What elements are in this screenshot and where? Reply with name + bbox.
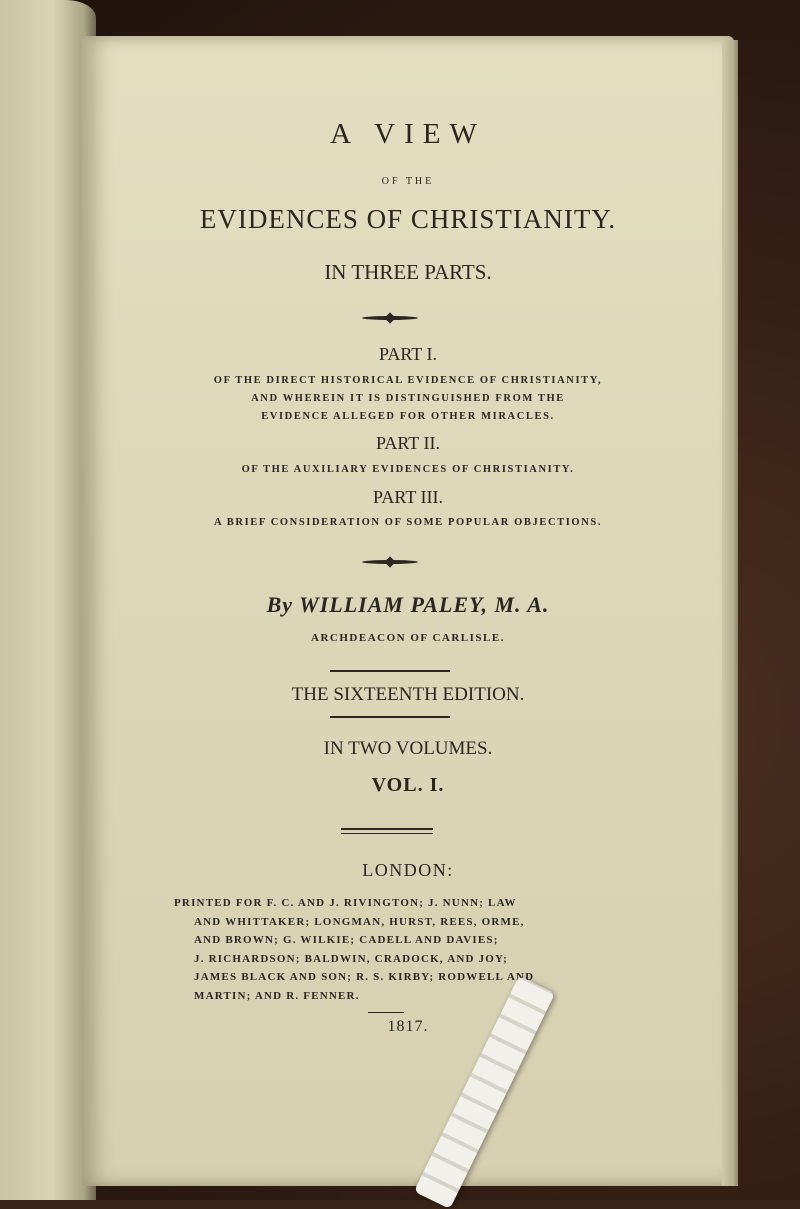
title-connector: OF THE: [381, 176, 435, 187]
imprint-line: AND BROWN; G. WILKIE; CADELL AND DAVIES;: [194, 934, 499, 946]
volume-number: VOL. I.: [371, 774, 445, 796]
part-3-description: [82, 514, 734, 532]
part-1-heading: PART I.: [379, 344, 437, 364]
part-3-description-line: A BRIEF CONSIDERATION OF SOME POPULAR OBJECTIONS.: [213, 517, 603, 528]
book-title-subject: EVIDENCES OF CHRISTIANITY.: [199, 204, 617, 234]
book-title: A VIEW: [330, 118, 486, 150]
imprint-line: JAMES BLACK AND SON; R. S. KIRBY; RODWELL AND: [194, 971, 535, 983]
imprint-city: LONDON:: [362, 860, 454, 880]
edition: THE SIXTEENTH EDITION.: [291, 684, 525, 705]
book-subtitle: IN THREE PARTS.: [324, 260, 492, 284]
author-title: ARCHDEACON OF CARLISLE.: [311, 632, 505, 644]
rule-above-year: [368, 1012, 404, 1013]
part-1-description-line: EVIDENCE ALLEGED FOR OTHER MIRACLES.: [261, 411, 555, 422]
double-rule-top: [341, 828, 433, 830]
ornament-divider: [362, 316, 418, 320]
part-2-description: [82, 461, 734, 479]
imprint-line: AND WHITTAKER; LONGMAN, HURST, REES, ORME,: [194, 915, 525, 928]
part-2-heading: PART II.: [376, 433, 440, 453]
part-1-description: [82, 372, 734, 426]
part-3-heading: PART III.: [373, 487, 443, 507]
publication-year: 1817.: [387, 1018, 429, 1035]
part-1-description-line: AND WHEREIN IT IS DISTINGUISHED FROM THE: [251, 393, 565, 404]
imprint-line: PRINTED FOR F. C. AND J. RIVINGTON; J. NUNN; LAW: [174, 897, 517, 909]
part-2-description-line: OF THE AUXILIARY EVIDENCES OF CHRISTIANITY.: [241, 464, 575, 475]
imprint-line: MARTIN; AND R. FENNER.: [194, 989, 360, 1002]
rule-below-edition: [330, 716, 450, 718]
ornament-divider: [362, 560, 418, 564]
volume-count: IN TWO VOLUMES.: [323, 738, 493, 759]
author-name: By WILLIAM PALEY, M. A.: [266, 592, 550, 617]
imprint-line: J. RICHARDSON; BALDWIN, CRADOCK, AND JOY;: [194, 952, 509, 965]
part-1-description-line: OF THE DIRECT HISTORICAL EVIDENCE OF CHRISTIANITY,: [213, 375, 603, 386]
rule-above-edition: [330, 670, 450, 672]
double-rule-bottom: [341, 833, 433, 834]
